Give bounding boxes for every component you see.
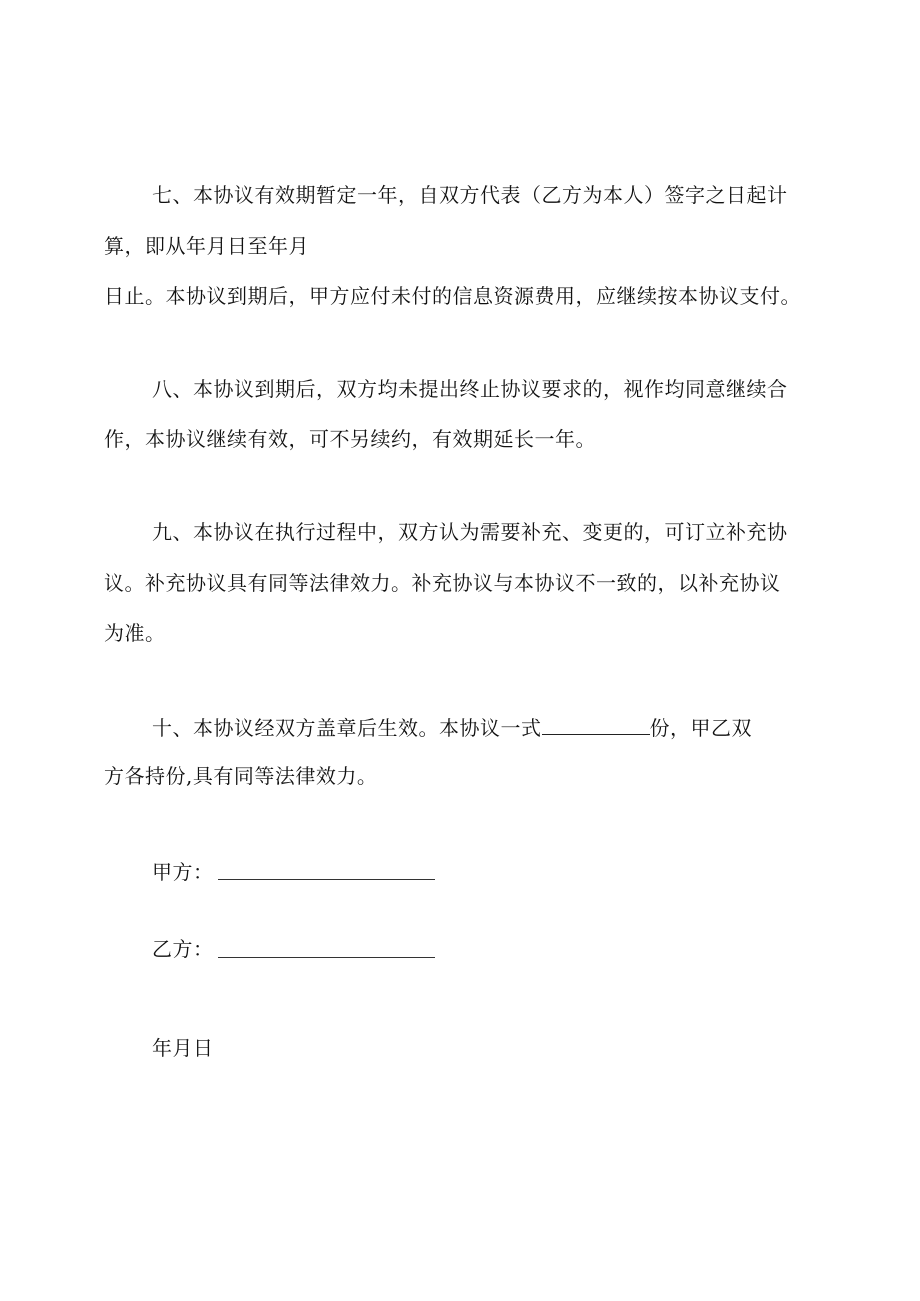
clause-nine-line-3: 为准。 bbox=[104, 621, 166, 645]
clause-nine-line-2: 议。补充协议具有同等法律效力。补充协议与本协议不一致的，以补充协议 bbox=[104, 571, 781, 595]
party-a-label: 甲方： bbox=[152, 860, 214, 884]
clause-seven-line-2: 算，即从年月日至年月 bbox=[104, 234, 309, 258]
copies-blank bbox=[542, 712, 650, 735]
clause-eight-line-2: 作，本协议继续有效，可不另续约，有效期延长一年。 bbox=[104, 427, 596, 451]
party-a-signature-line bbox=[218, 879, 435, 880]
clause-seven-line-1: 七、本协议有效期暂定一年，自双方代表（乙方为本人）签字之日起计 bbox=[152, 183, 788, 207]
clause-ten-line-2: 方各持份,具有同等法律效力。 bbox=[104, 764, 378, 788]
party-b-label: 乙方： bbox=[152, 937, 214, 961]
clause-ten-text-before: 十、本协议经双方盖章后生效。本协议一式 bbox=[152, 716, 542, 740]
clause-seven-line-3: 日止。本协议到期后，甲方应付未付的信息资源费用，应继续按本协议支付。 bbox=[104, 284, 801, 308]
party-b-signature-line bbox=[218, 957, 435, 958]
clause-eight-line-1: 八、本协议到期后，双方均未提出终止协议要求的，视作均同意继续合 bbox=[152, 377, 788, 401]
clause-ten-text-after: 份，甲乙双 bbox=[649, 716, 752, 740]
clause-nine-line-1: 九、本协议在执行过程中，双方认为需要补充、变更的，可订立补充协 bbox=[152, 520, 788, 544]
date-label: 年月日 bbox=[152, 1036, 214, 1060]
clause-ten-line-1 bbox=[152, 712, 752, 742]
